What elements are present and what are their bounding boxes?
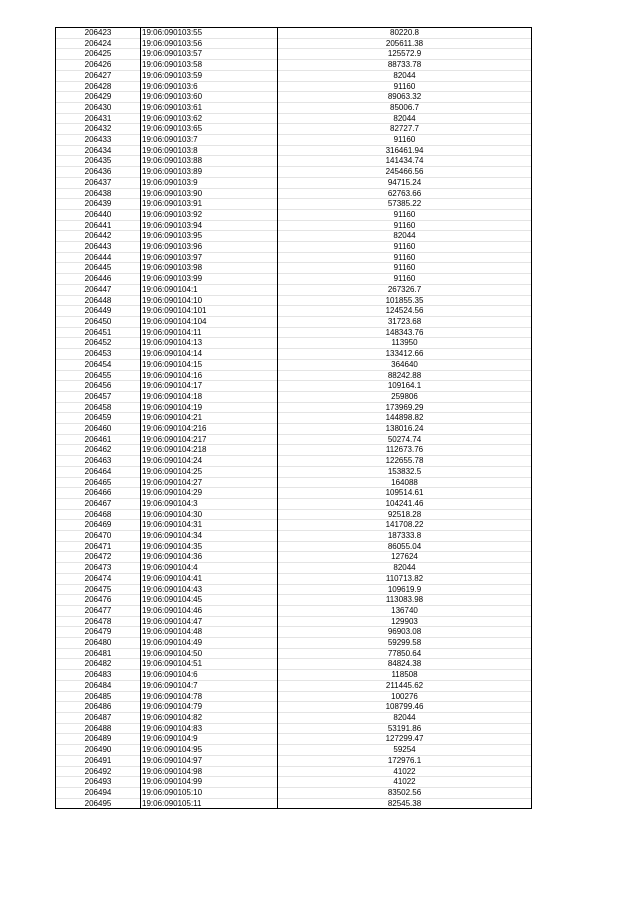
row-number-cell: 206473: [56, 563, 141, 574]
table-row: [56, 680, 532, 691]
cadastral-number-cell: 19:06:090104:16: [141, 370, 278, 381]
value-cell: 41022: [278, 766, 532, 777]
value-cell: 136740: [278, 605, 532, 616]
row-number-cell: 206460: [56, 424, 141, 435]
cadastral-number-cell: 19:06:090104:7: [141, 680, 278, 691]
table-row: [56, 188, 532, 199]
cadastral-number-cell: 19:06:090103:97: [141, 252, 278, 263]
cadastral-number-cell: 19:06:090104:29: [141, 488, 278, 499]
value-cell: 88242.88: [278, 370, 532, 381]
row-number-cell: 206484: [56, 680, 141, 691]
value-cell: 138016.24: [278, 424, 532, 435]
table-row: [56, 488, 532, 499]
table-row: [56, 445, 532, 456]
table-row: [56, 498, 532, 509]
value-cell: 133412.66: [278, 349, 532, 360]
cadastral-number-cell: 19:06:090104:216: [141, 424, 278, 435]
table-row: [56, 274, 532, 285]
value-cell: 187333.8: [278, 531, 532, 542]
value-cell: 113950: [278, 338, 532, 349]
cadastral-number-cell: 19:06:090104:97: [141, 755, 278, 766]
cadastral-number-cell: 19:06:090104:25: [141, 466, 278, 477]
cadastral-number-cell: 19:06:090104:4: [141, 563, 278, 574]
row-number-cell: 206425: [56, 49, 141, 60]
value-cell: 124524.56: [278, 306, 532, 317]
table-row: [56, 28, 532, 39]
table-row: [56, 156, 532, 167]
table-row: [56, 38, 532, 49]
cadastral-number-cell: 19:06:090104:43: [141, 584, 278, 595]
cadastral-number-cell: 19:06:090104:101: [141, 306, 278, 317]
value-cell: 83502.56: [278, 787, 532, 798]
table-row: [56, 595, 532, 606]
cadastral-number-cell: 19:06:090103:7: [141, 135, 278, 146]
row-number-cell: 206470: [56, 531, 141, 542]
row-number-cell: 206424: [56, 38, 141, 49]
table-row: [56, 124, 532, 135]
table-row: [56, 70, 532, 81]
cadastral-number-cell: 19:06:090103:62: [141, 113, 278, 124]
row-number-cell: 206472: [56, 552, 141, 563]
cadastral-number-cell: 19:06:090104:99: [141, 777, 278, 788]
row-number-cell: 206431: [56, 113, 141, 124]
cadastral-number-cell: 19:06:090103:6: [141, 81, 278, 92]
cadastral-number-cell: 19:06:090103:65: [141, 124, 278, 135]
cadastral-number-cell: 19:06:090103:89: [141, 167, 278, 178]
row-number-cell: 206451: [56, 327, 141, 338]
table-row: [56, 584, 532, 595]
row-number-cell: 206466: [56, 488, 141, 499]
value-cell: 127624: [278, 552, 532, 563]
cadastral-number-cell: 19:06:090104:13: [141, 338, 278, 349]
row-number-cell: 206462: [56, 445, 141, 456]
value-cell: 82545.38: [278, 798, 532, 809]
value-cell: 104241.46: [278, 498, 532, 509]
table-row: [56, 777, 532, 788]
row-number-cell: 206457: [56, 391, 141, 402]
row-number-cell: 206479: [56, 627, 141, 638]
value-cell: 50274.74: [278, 434, 532, 445]
cadastral-number-cell: 19:06:090104:27: [141, 477, 278, 488]
cadastral-number-cell: 19:06:090104:49: [141, 638, 278, 649]
table-row: [56, 627, 532, 638]
table-row: [56, 252, 532, 263]
value-cell: 125572.9: [278, 49, 532, 60]
table-row: [56, 670, 532, 681]
row-number-cell: 206490: [56, 745, 141, 756]
row-number-cell: 206438: [56, 188, 141, 199]
value-cell: 82727.7: [278, 124, 532, 135]
row-number-cell: 206442: [56, 231, 141, 242]
value-cell: 110713.82: [278, 573, 532, 584]
row-number-cell: 206489: [56, 734, 141, 745]
cadastral-number-cell: 19:06:090104:47: [141, 616, 278, 627]
value-cell: 59299.58: [278, 638, 532, 649]
row-number-cell: 206433: [56, 135, 141, 146]
row-number-cell: 206453: [56, 349, 141, 360]
table-row: [56, 338, 532, 349]
value-cell: 148343.76: [278, 327, 532, 338]
row-number-cell: 206443: [56, 242, 141, 253]
cadastral-number-cell: 19:06:090104:1: [141, 284, 278, 295]
table-row: [56, 713, 532, 724]
cadastral-number-cell: 19:06:090104:14: [141, 349, 278, 360]
row-number-cell: 206493: [56, 777, 141, 788]
value-cell: 112673.76: [278, 445, 532, 456]
value-cell: 84824.38: [278, 659, 532, 670]
cadastral-number-cell: 19:06:090103:8: [141, 145, 278, 156]
cadastral-number-cell: 19:06:090104:18: [141, 391, 278, 402]
row-number-cell: 206474: [56, 573, 141, 584]
table-row: [56, 242, 532, 253]
cadastral-number-cell: 19:06:090104:218: [141, 445, 278, 456]
value-cell: 245466.56: [278, 167, 532, 178]
row-number-cell: 206471: [56, 541, 141, 552]
value-cell: 118508: [278, 670, 532, 681]
cadastral-number-cell: 19:06:090105:11: [141, 798, 278, 809]
table-row: [56, 787, 532, 798]
table-row: [56, 605, 532, 616]
cadastral-number-cell: 19:06:090104:83: [141, 723, 278, 734]
cadastral-number-cell: 19:06:090104:34: [141, 531, 278, 542]
cadastral-number-cell: 19:06:090103:94: [141, 220, 278, 231]
row-number-cell: 206456: [56, 381, 141, 392]
cadastral-number-cell: 19:06:090104:78: [141, 691, 278, 702]
table-row: [56, 113, 532, 124]
row-number-cell: 206491: [56, 755, 141, 766]
cadastral-number-cell: 19:06:090104:36: [141, 552, 278, 563]
table-row: [56, 145, 532, 156]
row-number-cell: 206475: [56, 584, 141, 595]
table-row: [56, 573, 532, 584]
value-cell: 91160: [278, 135, 532, 146]
value-cell: 113083.98: [278, 595, 532, 606]
table-row: [56, 520, 532, 531]
table-row: [56, 349, 532, 360]
data-table: [55, 27, 532, 809]
cadastral-number-cell: 19:06:090104:30: [141, 509, 278, 520]
row-number-cell: 206477: [56, 605, 141, 616]
value-cell: 91160: [278, 274, 532, 285]
cadastral-number-cell: 19:06:090104:46: [141, 605, 278, 616]
row-number-cell: 206444: [56, 252, 141, 263]
row-number-cell: 206454: [56, 359, 141, 370]
table-row: [56, 391, 532, 402]
row-number-cell: 206483: [56, 670, 141, 681]
value-cell: 205611.38: [278, 38, 532, 49]
row-number-cell: 206494: [56, 787, 141, 798]
row-number-cell: 206452: [56, 338, 141, 349]
value-cell: 77850.64: [278, 648, 532, 659]
row-number-cell: 206476: [56, 595, 141, 606]
cadastral-number-cell: 19:06:090104:19: [141, 402, 278, 413]
value-cell: 101855.35: [278, 295, 532, 306]
row-number-cell: 206467: [56, 498, 141, 509]
table-row: [56, 284, 532, 295]
table-row: [56, 102, 532, 113]
table-row: [56, 60, 532, 71]
cadastral-number-cell: 19:06:090103:90: [141, 188, 278, 199]
table-row: [56, 327, 532, 338]
row-number-cell: 206486: [56, 702, 141, 713]
row-number-cell: 206449: [56, 306, 141, 317]
cadastral-number-cell: 19:06:090104:104: [141, 316, 278, 327]
value-cell: 173969.29: [278, 402, 532, 413]
cadastral-number-cell: 19:06:090104:3: [141, 498, 278, 509]
cadastral-number-cell: 19:06:090103:9: [141, 177, 278, 188]
cadastral-number-cell: 19:06:090104:17: [141, 381, 278, 392]
value-cell: 91160: [278, 209, 532, 220]
value-cell: 109619.9: [278, 584, 532, 595]
row-number-cell: 206439: [56, 199, 141, 210]
row-number-cell: 206461: [56, 434, 141, 445]
cadastral-number-cell: 19:06:090104:15: [141, 359, 278, 370]
table-row: [56, 209, 532, 220]
value-cell: 100276: [278, 691, 532, 702]
cadastral-number-cell: 19:06:090105:10: [141, 787, 278, 798]
cadastral-number-cell: 19:06:090103:56: [141, 38, 278, 49]
table-row: [56, 263, 532, 274]
table-row: [56, 798, 532, 809]
value-cell: 85006.7: [278, 102, 532, 113]
table-row: [56, 477, 532, 488]
cadastral-number-cell: 19:06:090103:58: [141, 60, 278, 71]
value-cell: 267326.7: [278, 284, 532, 295]
value-cell: 82044: [278, 231, 532, 242]
table-row: [56, 755, 532, 766]
cadastral-number-cell: 19:06:090103:95: [141, 231, 278, 242]
cadastral-number-cell: 19:06:090104:45: [141, 595, 278, 606]
row-number-cell: 206446: [56, 274, 141, 285]
cadastral-number-cell: 19:06:090104:9: [141, 734, 278, 745]
table-row: [56, 734, 532, 745]
value-cell: 57385.22: [278, 199, 532, 210]
table-row: [56, 167, 532, 178]
value-cell: 62763.66: [278, 188, 532, 199]
table-row: [56, 135, 532, 146]
table-row: [56, 295, 532, 306]
table-row: [56, 691, 532, 702]
row-number-cell: 206492: [56, 766, 141, 777]
table-row: [56, 92, 532, 103]
row-number-cell: 206440: [56, 209, 141, 220]
value-cell: 86055.04: [278, 541, 532, 552]
row-number-cell: 206482: [56, 659, 141, 670]
value-cell: 141708.22: [278, 520, 532, 531]
row-number-cell: 206427: [56, 70, 141, 81]
cadastral-number-cell: 19:06:090103:92: [141, 209, 278, 220]
value-cell: 96903.08: [278, 627, 532, 638]
value-cell: 59254: [278, 745, 532, 756]
row-number-cell: 206423: [56, 28, 141, 39]
table-row: [56, 702, 532, 713]
cadastral-number-cell: 19:06:090104:79: [141, 702, 278, 713]
table-row: [56, 616, 532, 627]
row-number-cell: 206488: [56, 723, 141, 734]
table-row: [56, 402, 532, 413]
cadastral-number-cell: 19:06:090104:82: [141, 713, 278, 724]
cadastral-number-cell: 19:06:090104:41: [141, 573, 278, 584]
cadastral-number-cell: 19:06:090104:35: [141, 541, 278, 552]
row-number-cell: 206437: [56, 177, 141, 188]
value-cell: 122655.78: [278, 456, 532, 467]
cadastral-number-cell: 19:06:090104:48: [141, 627, 278, 638]
table-row: [56, 220, 532, 231]
cadastral-number-cell: 19:06:090104:95: [141, 745, 278, 756]
row-number-cell: 206436: [56, 167, 141, 178]
cadastral-number-cell: 19:06:090104:51: [141, 659, 278, 670]
table-row: [56, 434, 532, 445]
cadastral-number-cell: 19:06:090103:60: [141, 92, 278, 103]
table-row: [56, 541, 532, 552]
table-row: [56, 659, 532, 670]
cadastral-number-cell: 19:06:090103:99: [141, 274, 278, 285]
table-row: [56, 316, 532, 327]
row-number-cell: 206465: [56, 477, 141, 488]
value-cell: 91160: [278, 81, 532, 92]
table-row: [56, 745, 532, 756]
table-row: [56, 509, 532, 520]
row-number-cell: 206464: [56, 466, 141, 477]
cadastral-number-cell: 19:06:090103:88: [141, 156, 278, 167]
table-row: [56, 638, 532, 649]
row-number-cell: 206455: [56, 370, 141, 381]
value-cell: 316461.94: [278, 145, 532, 156]
row-number-cell: 206468: [56, 509, 141, 520]
row-number-cell: 206441: [56, 220, 141, 231]
cadastral-number-cell: 19:06:090103:57: [141, 49, 278, 60]
table-row: [56, 531, 532, 542]
table-row: [56, 648, 532, 659]
cadastral-number-cell: 19:06:090104:98: [141, 766, 278, 777]
table-row: [56, 306, 532, 317]
value-cell: 127299.47: [278, 734, 532, 745]
table-row: [56, 466, 532, 477]
cadastral-number-cell: 19:06:090104:6: [141, 670, 278, 681]
table-row: [56, 199, 532, 210]
value-cell: 172976.1: [278, 755, 532, 766]
row-number-cell: 206487: [56, 713, 141, 724]
value-cell: 144898.82: [278, 413, 532, 424]
table-row: [56, 456, 532, 467]
value-cell: 91160: [278, 252, 532, 263]
row-number-cell: 206480: [56, 638, 141, 649]
row-number-cell: 206459: [56, 413, 141, 424]
row-number-cell: 206478: [56, 616, 141, 627]
value-cell: 153832.5: [278, 466, 532, 477]
cadastral-number-cell: 19:06:090103:59: [141, 70, 278, 81]
table-row: [56, 381, 532, 392]
row-number-cell: 206445: [56, 263, 141, 274]
cadastral-number-cell: 19:06:090103:96: [141, 242, 278, 253]
value-cell: 91160: [278, 263, 532, 274]
cadastral-number-cell: 19:06:090103:91: [141, 199, 278, 210]
value-cell: 41022: [278, 777, 532, 788]
row-number-cell: 206485: [56, 691, 141, 702]
value-cell: 211445.62: [278, 680, 532, 691]
row-number-cell: 206458: [56, 402, 141, 413]
cadastral-number-cell: 19:06:090103:55: [141, 28, 278, 39]
row-number-cell: 206447: [56, 284, 141, 295]
row-number-cell: 206448: [56, 295, 141, 306]
row-number-cell: 206429: [56, 92, 141, 103]
value-cell: 89063.32: [278, 92, 532, 103]
cadastral-number-cell: 19:06:090103:98: [141, 263, 278, 274]
row-number-cell: 206463: [56, 456, 141, 467]
value-cell: 92518.28: [278, 509, 532, 520]
cadastral-number-cell: 19:06:090104:24: [141, 456, 278, 467]
table-row: [56, 370, 532, 381]
table-row: [56, 723, 532, 734]
row-number-cell: 206430: [56, 102, 141, 113]
value-cell: 108799.46: [278, 702, 532, 713]
row-number-cell: 206432: [56, 124, 141, 135]
table-row: [56, 766, 532, 777]
value-cell: 82044: [278, 713, 532, 724]
value-cell: 53191.86: [278, 723, 532, 734]
row-number-cell: 206495: [56, 798, 141, 809]
cadastral-number-cell: 19:06:090104:31: [141, 520, 278, 531]
table-row: [56, 413, 532, 424]
row-number-cell: 206428: [56, 81, 141, 92]
value-cell: 109164.1: [278, 381, 532, 392]
value-cell: 141434.74: [278, 156, 532, 167]
value-cell: 164088: [278, 477, 532, 488]
row-number-cell: 206434: [56, 145, 141, 156]
value-cell: 82044: [278, 563, 532, 574]
value-cell: 129903: [278, 616, 532, 627]
value-cell: 80220.8: [278, 28, 532, 39]
value-cell: 82044: [278, 113, 532, 124]
table-row: [56, 81, 532, 92]
table-row: [56, 424, 532, 435]
cadastral-number-cell: 19:06:090103:61: [141, 102, 278, 113]
value-cell: 88733.78: [278, 60, 532, 71]
cadastral-number-cell: 19:06:090104:50: [141, 648, 278, 659]
table-row: [56, 177, 532, 188]
cadastral-number-cell: 19:06:090104:10: [141, 295, 278, 306]
table-row: [56, 563, 532, 574]
row-number-cell: 206426: [56, 60, 141, 71]
value-cell: 94715.24: [278, 177, 532, 188]
value-cell: 31723.68: [278, 316, 532, 327]
table-row: [56, 552, 532, 563]
cadastral-number-cell: 19:06:090104:217: [141, 434, 278, 445]
row-number-cell: 206435: [56, 156, 141, 167]
cadastral-number-cell: 19:06:090104:21: [141, 413, 278, 424]
row-number-cell: 206450: [56, 316, 141, 327]
table-row: [56, 231, 532, 242]
table-row: [56, 49, 532, 60]
cadastral-number-cell: 19:06:090104:11: [141, 327, 278, 338]
value-cell: 109514.61: [278, 488, 532, 499]
row-number-cell: 206469: [56, 520, 141, 531]
table-row: [56, 359, 532, 370]
value-cell: 91160: [278, 220, 532, 231]
value-cell: 82044: [278, 70, 532, 81]
table-body: [56, 28, 532, 809]
value-cell: 91160: [278, 242, 532, 253]
row-number-cell: 206481: [56, 648, 141, 659]
value-cell: 259806: [278, 391, 532, 402]
value-cell: 364640: [278, 359, 532, 370]
